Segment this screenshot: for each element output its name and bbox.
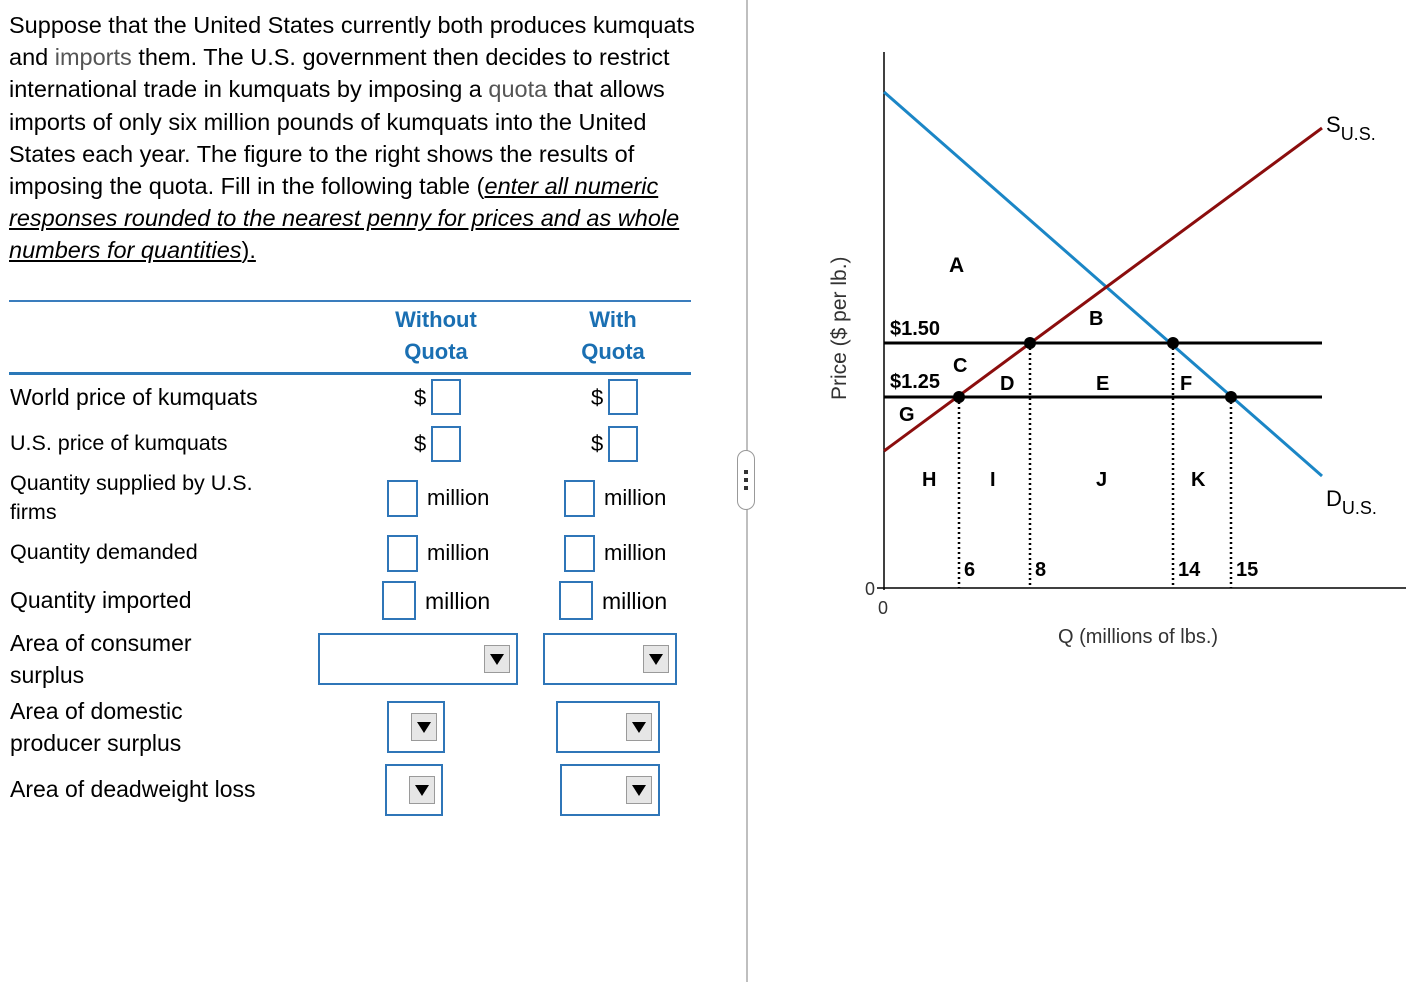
col-header-without-quota: Without Quota	[395, 307, 477, 364]
row-label-us-price: U.S. price of kumquats	[10, 431, 228, 455]
qty-label-6: 6	[964, 559, 976, 581]
supply-curve-label: $S_{U.S.}$	[1326, 112, 1376, 144]
area-label-a: A	[949, 254, 965, 277]
supply-curve	[884, 128, 1322, 451]
point-supply-at-125	[953, 391, 965, 403]
row-label-consumer-surplus: Area of consumer surplus	[10, 630, 192, 688]
imports-link[interactable]: imports	[54, 44, 132, 71]
area-label-e: E	[1096, 373, 1110, 395]
area-label-j: J	[1096, 469, 1108, 491]
area-label-c: C	[953, 355, 968, 377]
quota-link[interactable]: quota	[488, 76, 548, 103]
row-label-producer-surplus: Area of domestic producer surplus	[10, 698, 183, 756]
area-label-g: G	[899, 404, 915, 426]
row-label-world-price: World price of kumquats	[10, 384, 258, 410]
row-label-quantity-supplied: Quantity supplied by U.S. firms	[10, 471, 253, 524]
price-label-125: $1.25	[890, 371, 941, 393]
unit-label: million	[604, 540, 667, 565]
question-prompt: Suppose that the United States currently both produces kumquats and imports them. The U.S. government then decides to restrict international trade in kumquats by imposing a quota that allows imports of only six million pounds of kumquats into the United States each year. The figure to the right shows the results of imposing the quota. Fill in the following table (enter all numeric responses rounded to the nearest penny for prices and as whole numbers for quantities).	[9, 12, 695, 264]
row-label-deadweight-loss: Area of deadweight loss	[10, 776, 256, 802]
unit-label: million	[604, 485, 667, 510]
currency-symbol: $	[591, 431, 604, 456]
unit-label: million	[425, 588, 491, 614]
area-label-i: I	[990, 469, 996, 491]
col-header-with-quota: With Quota	[581, 307, 645, 364]
area-label-k: K	[1191, 469, 1206, 491]
qty-label-14: 14	[1178, 559, 1201, 581]
row-label-quantity-demanded: Quantity demanded	[10, 540, 198, 564]
y-axis-label: Price ($ per lb.)	[828, 256, 851, 400]
unit-label: million	[602, 588, 668, 614]
qty-label-8: 8	[1035, 559, 1047, 581]
point-supply-at-150	[1024, 337, 1036, 349]
unit-label: million	[427, 485, 490, 510]
qty-label-15: 15	[1236, 559, 1259, 581]
x-origin-label: 0	[878, 598, 889, 618]
x-axis-label: Q (millions of lbs.)	[1058, 626, 1219, 648]
point-demand-at-150	[1167, 337, 1179, 349]
row-label-quantity-imported: Quantity imported	[10, 587, 192, 613]
y-origin-label: 0	[865, 579, 876, 599]
area-label-f: F	[1180, 373, 1193, 395]
demand-curve-label: $D_{U.S.}$	[1326, 486, 1377, 518]
area-label-d: D	[1000, 373, 1015, 395]
demand-curve	[884, 92, 1322, 476]
area-label-b: B	[1089, 308, 1104, 330]
currency-symbol: $	[414, 431, 427, 456]
area-label-h: H	[922, 469, 937, 491]
unit-label: million	[427, 540, 490, 565]
currency-symbol: $	[414, 385, 427, 410]
point-demand-at-125	[1225, 391, 1237, 403]
currency-symbol: $	[591, 385, 604, 410]
price-label-150: $1.50	[890, 318, 941, 340]
